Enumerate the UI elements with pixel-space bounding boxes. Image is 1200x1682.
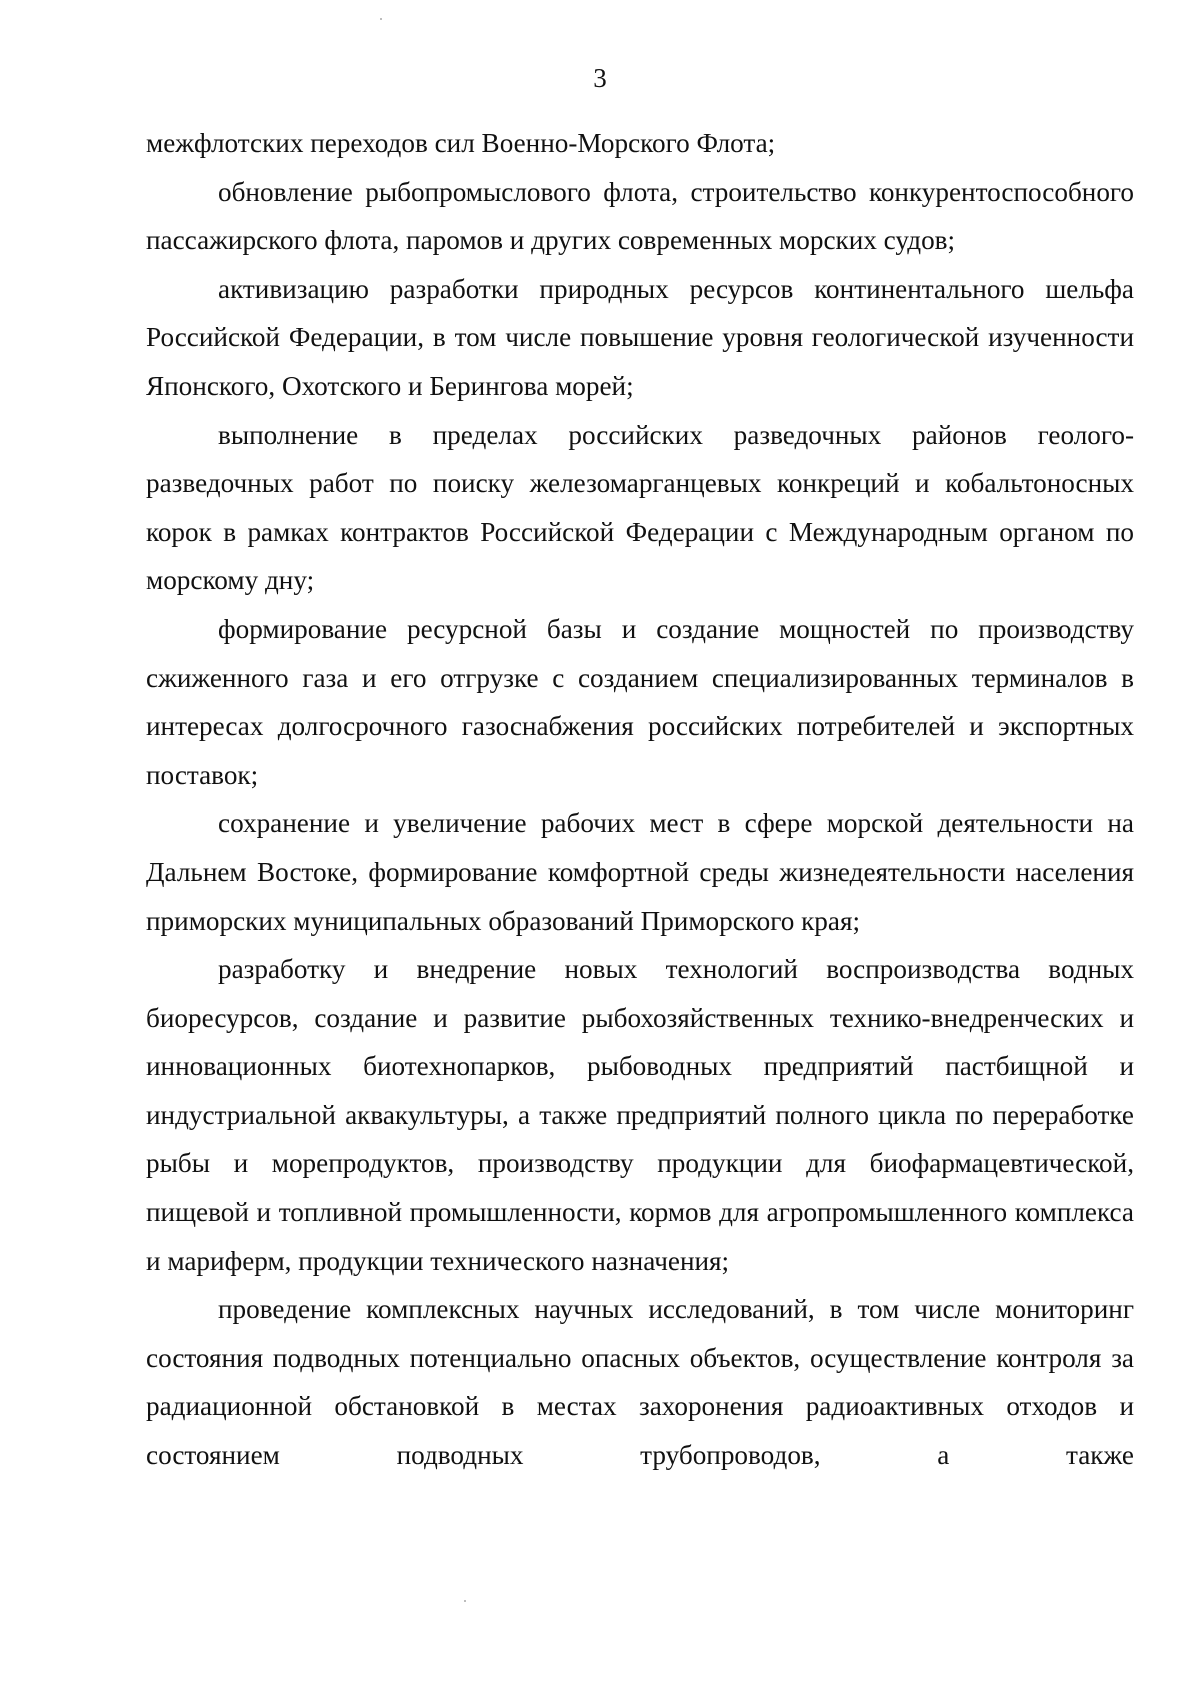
paragraph-continuation: межфлотских переходов сил Военно-Морского Флота; bbox=[146, 128, 776, 158]
paragraph: сохранение и увеличение рабочих мест в сфере морской деятельности на Дальнем Востоке, формирование комфортной среды жизнедеятельности населения приморских муниципальных образований Приморского края; bbox=[146, 808, 1134, 936]
paragraph: проведение комплексных научных исследований, в том числе мониторинг состояния подводных потенциально опасных объектов, осуществление контроля за радиационной обстановкой в местах захоронения радиоактивных отходов и состоянием подводных трубопроводов, а также bbox=[146, 1294, 1134, 1471]
page-number: 3 bbox=[593, 63, 607, 93]
paragraph: активизацию разработки природных ресурсов континентального шельфа Российской Федерации, в том числе повышение уровня геологической изученности Японского, Охотского и Берингова морей; bbox=[146, 273, 1134, 401]
paragraph: обновление рыбопромыслового флота, строительство конкурентоспособного пассажирского флота, паромов и других современных морских судов; bbox=[146, 176, 1134, 256]
document-body bbox=[146, 119, 1134, 1480]
paragraph: формирование ресурсной базы и создание мощностей по производству сжиженного газа и его отгрузке с созданием специализированных терминалов в интересах долгосрочного газоснабжения российских потребителей и экспортных поставок; bbox=[146, 613, 1134, 790]
paragraph: выполнение в пределах российских разведочных районов геолого-разведочных работ по поиску железомарганцевых конкреций и кобальтоносных корок в рамках контрактов Российской Федерации с Международным органом по морскому дну; bbox=[146, 419, 1134, 596]
scan-artifact bbox=[380, 18, 382, 20]
paragraph: разработку и внедрение новых технологий воспроизводства водных биоресурсов, создание и развитие рыбохозяйственных технико-внедренческих и инновационных биотехнопарков, рыбоводных предприятий пастбищной и индустриальной аквакультуры, а также предприятий полного цикла по переработке рыбы и морепродуктов, производству продукции для биофармацевтической, пищевой и топливной промышленности, кормов для агропромышленного комплекса и мариферм, продукции технического назначения; bbox=[146, 954, 1134, 1276]
scan-artifact bbox=[464, 1600, 466, 1602]
